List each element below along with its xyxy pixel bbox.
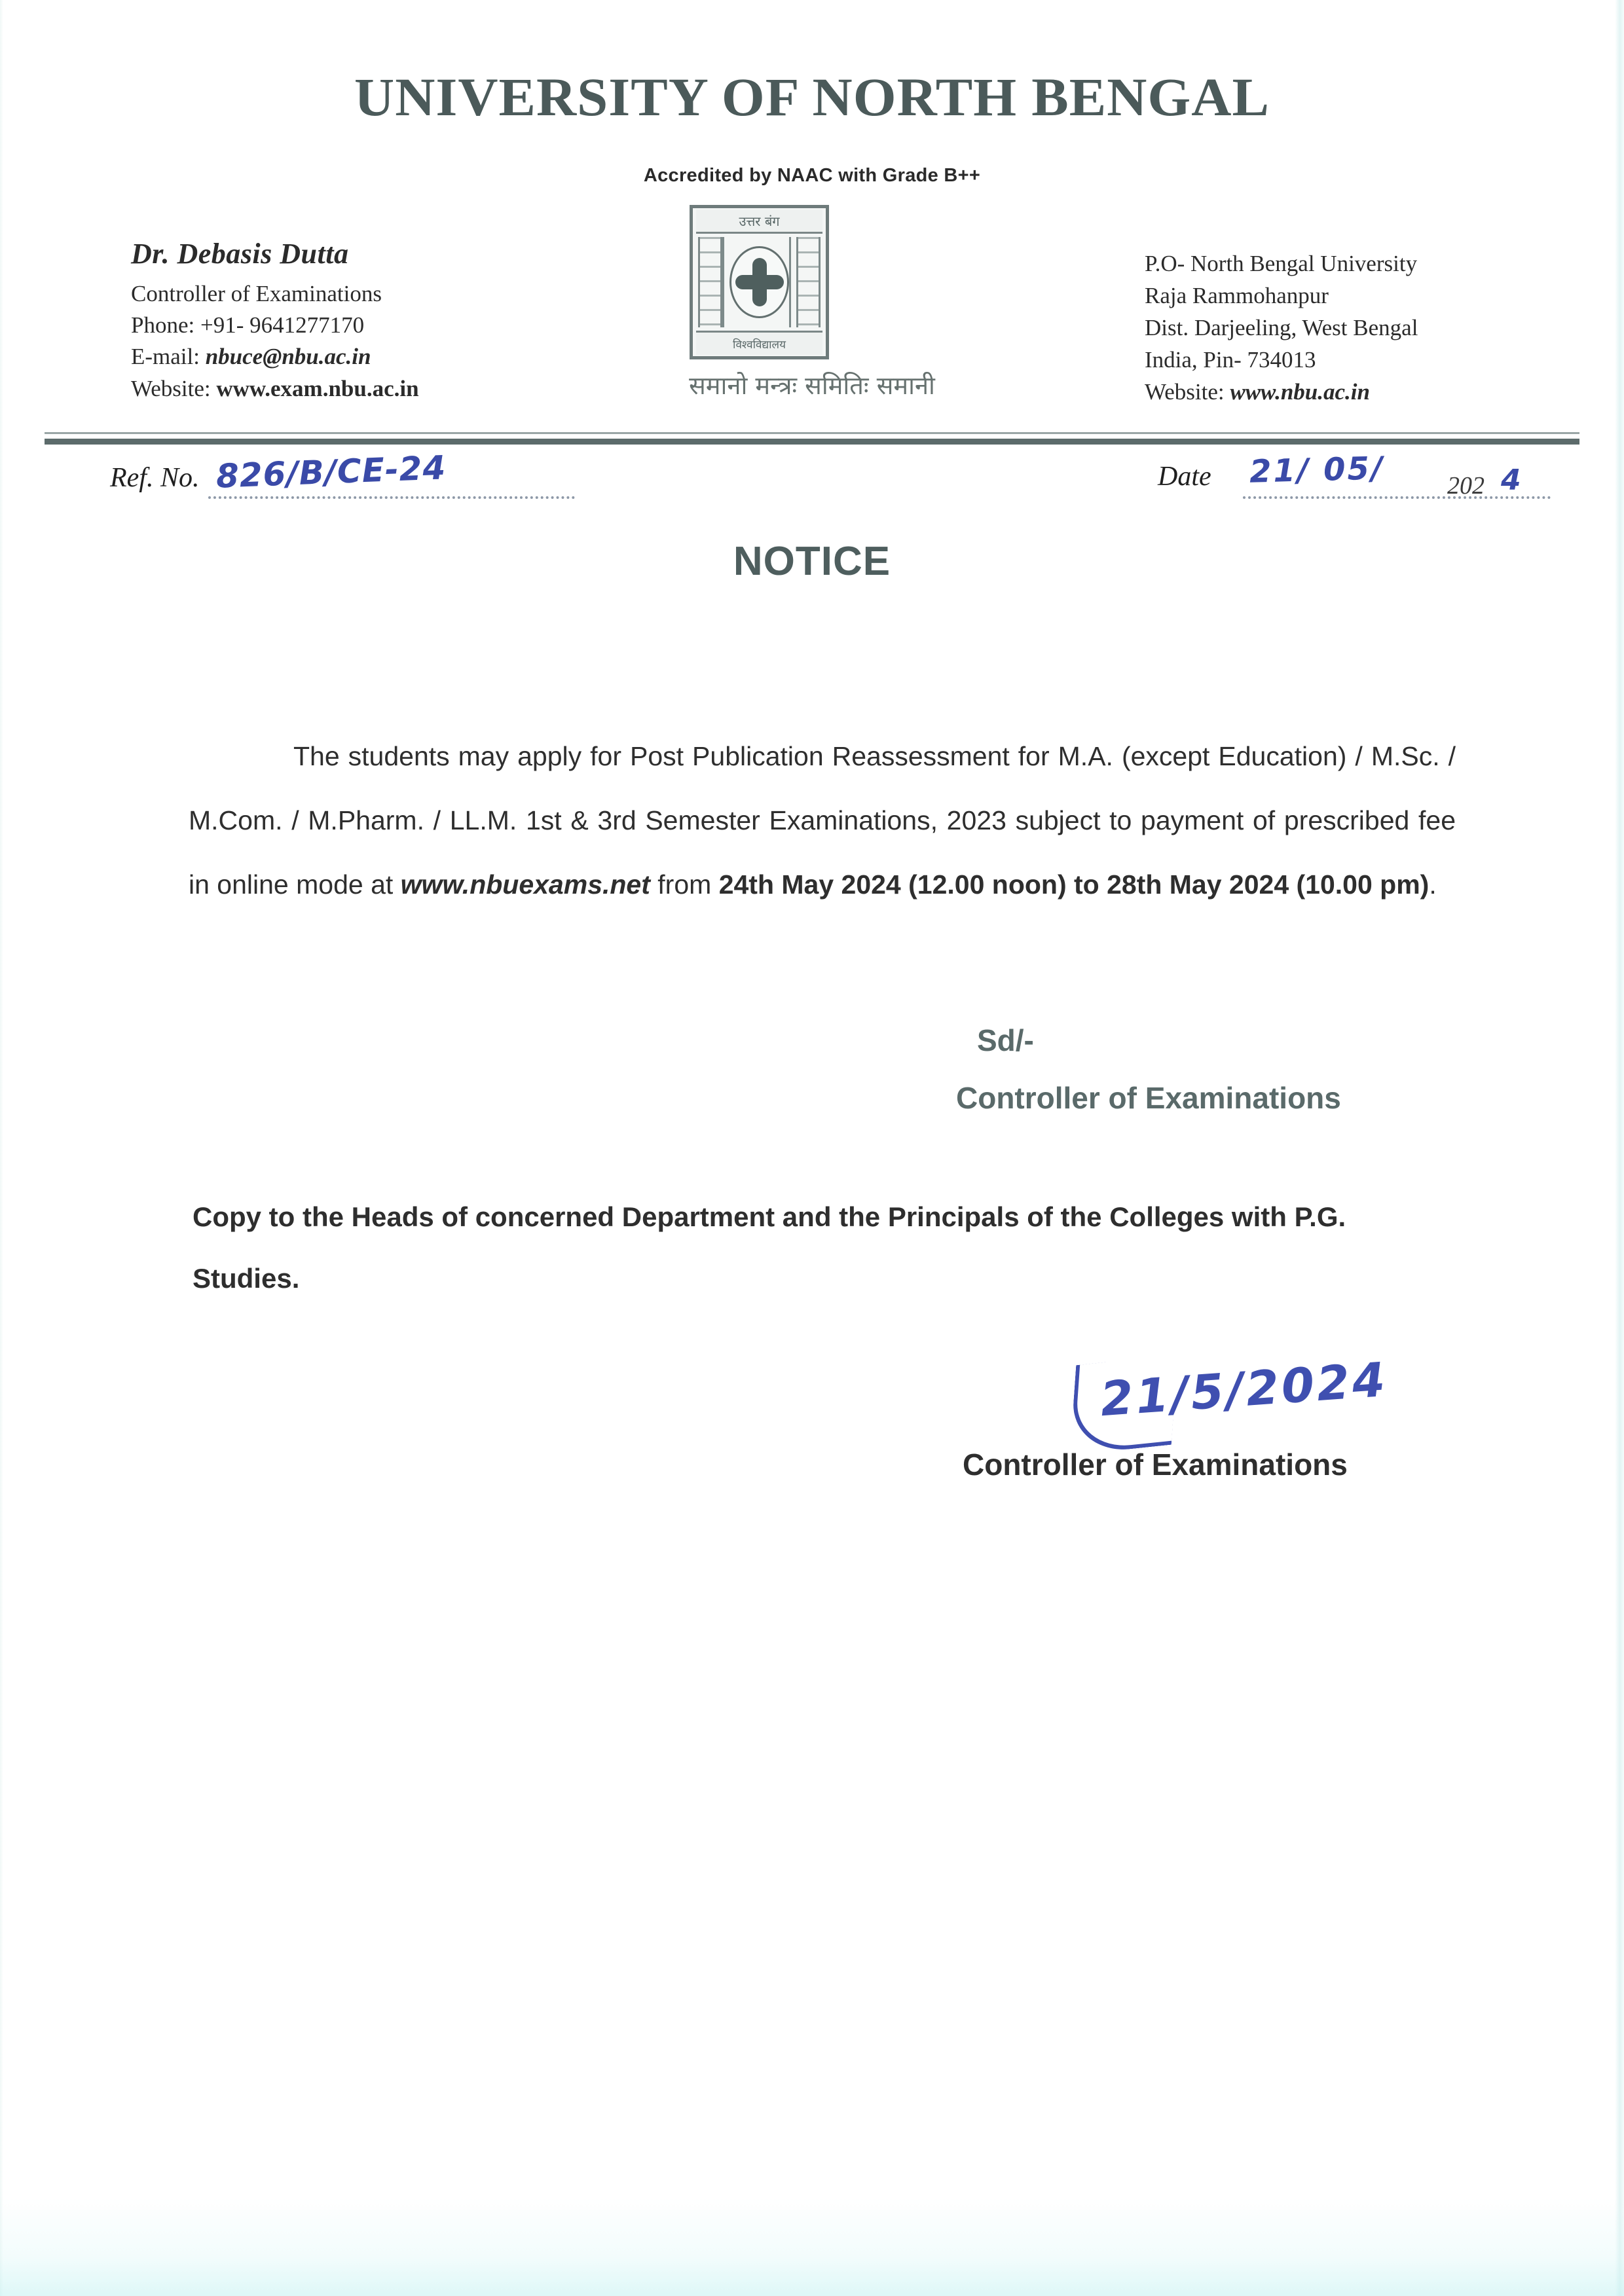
notice-body-part2: from (650, 869, 719, 900)
university-website-value[interactable]: www.nbu.ac.in (1230, 379, 1370, 405)
emblem-central-disc (729, 246, 789, 318)
university-title: UNIVERSITY OF NORTH BENGAL (354, 67, 1270, 127)
email-label: E-mail: (131, 344, 206, 370)
emblem-bottom-text: विश्वविद्यालय (696, 331, 822, 355)
scan-edge-artifact-left (0, 0, 3, 2296)
address-line-4: India, Pin- 734013 (1145, 347, 1316, 373)
contact-block-left (131, 234, 419, 405)
scan-edge-artifact-bottom (0, 2198, 1624, 2296)
university-motto: समानो मन्त्रः समितिः समानी (689, 371, 935, 400)
naac-accreditation-line: Accredited by NAAC with Grade B++ (643, 165, 981, 186)
notice-application-window-dates: 24th May 2024 (12.00 noon) to 28th May 2024 (10.00 pm) (718, 869, 1430, 900)
copy-to-note: Copy to the Heads of concerned Department and the Principals of the Colleges with P.G. Studies. (193, 1201, 1346, 1294)
exam-website-value[interactable]: www.exam.nbu.ac.in (216, 375, 419, 401)
notice-body-part1: The students may apply for Post Publication Reassessment for M.A. (except Education) / M.Sc. / M.Com. / M.Pharm. / LL.M. 1st & 3rd Semester Examinations, 2023 subject to payment of prescribed fee in online mode at (189, 741, 1456, 900)
handwritten-signature-date: 21/5/2024 (1098, 1351, 1390, 1427)
university-emblem-icon (690, 205, 829, 359)
signature-block (963, 1349, 1513, 1506)
nbuexams-website-link[interactable]: www.nbuexams.net (400, 869, 650, 900)
address-line-1: P.O- North Bengal University (1145, 251, 1418, 276)
reference-and-date-row (0, 448, 1624, 515)
phone-value: +91- 9641277170 (200, 312, 365, 338)
scan-edge-artifact-right (1615, 0, 1624, 2296)
signoff-designation: Controller of Examinations (956, 1081, 1341, 1115)
date-handwritten-value: 21/ 05/ (1249, 450, 1386, 490)
officer-email-row (131, 341, 419, 373)
sd-marker: Sd/- (977, 1023, 1034, 1057)
ref-no-dotted-line (208, 496, 575, 499)
header-divider-thin (45, 432, 1579, 434)
address-line-2: Raja Rammohanpur (1145, 283, 1329, 308)
emblem-pillar-right (796, 237, 821, 327)
notice-body-paragraph (189, 724, 1456, 917)
phone-label: Phone: (131, 312, 200, 338)
emblem-divider-right (789, 237, 796, 327)
emblem-pillar-left (698, 237, 722, 327)
emblem-artwork (698, 237, 821, 327)
notice-body-part3: . (1429, 869, 1437, 900)
ref-no-label: Ref. No. (110, 463, 200, 493)
address-line-3: Dist. Darjeeling, West Bengal (1145, 315, 1418, 340)
contact-block-right (1145, 247, 1418, 408)
ref-no-handwritten-value: 826/B/CE-24 (215, 448, 447, 496)
officer-designation: Controller of Examinations (131, 280, 382, 306)
website-label: Website: (1145, 379, 1230, 405)
email-value[interactable]: nbuce@nbu.ac.in (205, 344, 371, 370)
website-label: Website: (131, 375, 217, 401)
date-label: Date (1158, 462, 1211, 492)
notice-heading: NOTICE (733, 539, 891, 584)
officer-phone-row (131, 310, 419, 341)
emblem-divider-left (722, 237, 729, 327)
year-printed-prefix: 202 (1447, 472, 1485, 500)
officer-website-row (131, 373, 419, 405)
signature-designation-label: Controller of Examinations (963, 1448, 1348, 1482)
university-website-row (1145, 376, 1418, 408)
emblem-top-text: उत्तर बंग (696, 210, 822, 234)
officer-name: Dr. Debasis Dutta (131, 238, 349, 270)
header-divider-thick (45, 439, 1579, 445)
year-handwritten-digit: 4 (1501, 464, 1521, 497)
